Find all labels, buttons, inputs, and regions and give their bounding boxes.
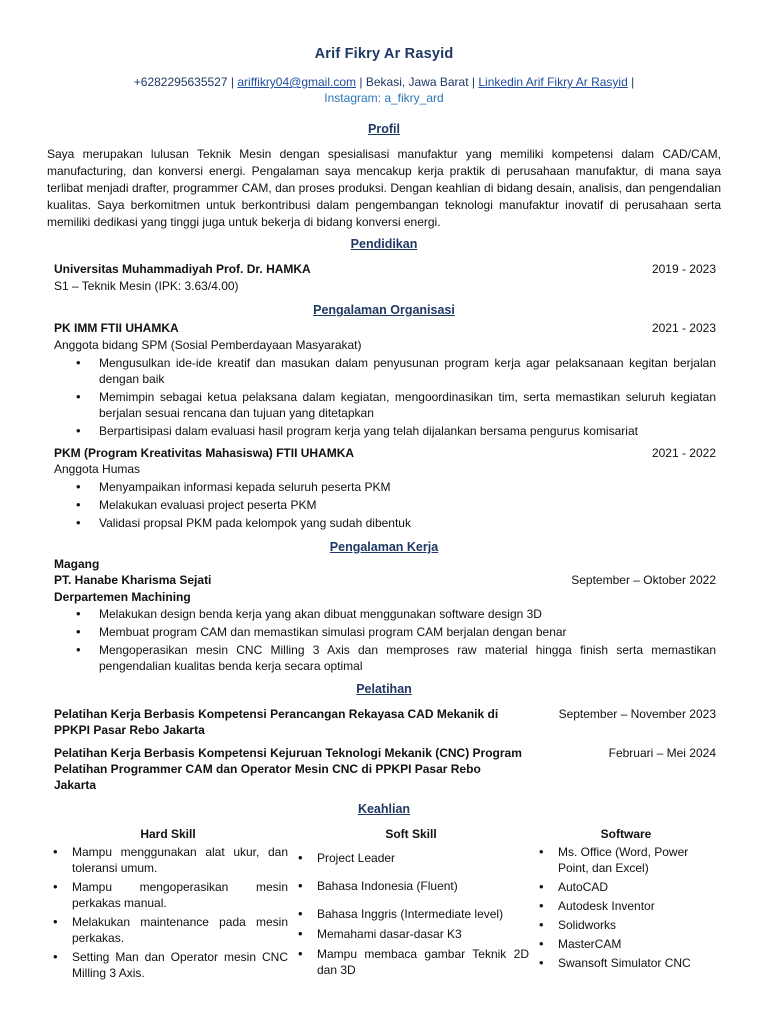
company-name: PT. Hanabe Kharisma Sejati (54, 573, 212, 587)
section-title-pelatihan: Pelatihan (356, 682, 412, 696)
list-item: • Bahasa Indonesia (Fluent) (293, 878, 529, 894)
hard-skill-column (48, 826, 288, 984)
org-date: 2021 - 2023 (651, 321, 716, 335)
org-name: PKM (Program Kreativitas Mahasiswa) FTII UHAMKA (54, 446, 355, 460)
org-entry (54, 320, 716, 336)
list-item: • Bahasa Inggris (Intermediate level) (293, 906, 529, 922)
soft-skill-column (293, 826, 529, 982)
software-title: Software (600, 827, 652, 841)
separator: | (471, 75, 476, 89)
separator: | (631, 75, 635, 89)
list-item: • MasterCAM (534, 936, 718, 952)
phone-number: +6282295635527 (133, 75, 228, 89)
org-role: Anggota Humas (54, 462, 141, 476)
separator: | (359, 75, 363, 89)
training-date: September – November 2023 (558, 707, 716, 721)
list-item: • Melakukan design benda kerja yang akan dibuat menggunakan software design 3D (54, 606, 716, 622)
org-bullets (54, 479, 716, 533)
contact-info (60, 74, 708, 106)
list-item: • Project Leader (293, 850, 529, 866)
list-item: • Validasi propsal PKM pada kelompok yang sudah dibentuk (54, 515, 716, 531)
list-item: • Membuat program CAM dan memastikan simulasi program CAM berjalan dengan benar (54, 624, 716, 640)
list-item: • Mengoperasikan mesin CNC Milling 3 Axis dan memproses raw material hingga finish serta memastikan pengendalian kualitas benda kerja secara optimal (54, 642, 716, 674)
list-item: • Mampu mengoperasikan mesin perkakas manual. (48, 879, 288, 911)
list-item: • Melakukan evaluasi project peserta PKM (54, 497, 716, 513)
list-item: • Setting Man dan Operator mesin CNC Milling 3 Axis. (48, 949, 288, 981)
list-item: • Solidworks (534, 917, 718, 933)
org-role: Anggota bidang SPM (Sosial Pemberdayaan Masyarakat) (54, 338, 362, 352)
list-item: • Mengusulkan ide-ide kreatif dan masukan dalam penyusunan program kerja agar pelaksanaan kegitan berjalan dengan baik (54, 355, 716, 387)
linkedin-link[interactable]: Linkedin Arif Fikry Ar Rasyid (478, 75, 628, 89)
list-item: • Memahami dasar-dasar K3 (293, 926, 529, 942)
training-name: Pelatihan Kerja Berbasis Kompetensi Perancangan Rekayasa CAD Mekanik di PPKPI Pasar Rebo Jakarta (54, 707, 499, 737)
org-name: PK IMM FTII UHAMKA (54, 321, 179, 335)
training-entry (54, 745, 716, 793)
soft-skill-title: Soft Skill (385, 827, 437, 841)
job-entry (54, 572, 716, 588)
separator: | (230, 75, 235, 89)
job-date: September – Oktober 2022 (571, 573, 716, 587)
list-item: • Swansoft Simulator CNC (534, 955, 718, 971)
list-item: • Menyampaikan informasi kepada seluruh peserta PKM (54, 479, 716, 495)
list-item: • Berpartisipasi dalam evaluasi hasil program kerja yang telah dijalankan bersama pengurus komisariat (54, 423, 716, 439)
instagram-handle: Instagram: a_fikry_ard (324, 91, 444, 105)
list-item: • Memimpin sebagai ketua pelaksana dalam kegiatan, mengoordinasikan tim, serta memastikan seluruh kegiatan berjalan sesuai rencana dan tujuan yang ditetapkan (54, 389, 716, 421)
training-entry (54, 706, 716, 738)
section-title-keahlian: Keahlian (357, 802, 411, 816)
section-title-kerja: Pengalaman Kerja (329, 540, 439, 554)
org-bullets (54, 355, 716, 441)
org-entry (54, 445, 716, 461)
list-item: • AutoCAD (534, 879, 718, 895)
training-date: Februari – Mei 2024 (608, 746, 716, 760)
job-type: Magang (54, 557, 100, 571)
candidate-name: Arif Fikry Ar Rasyid (314, 46, 454, 62)
section-title-pendidikan: Pendidikan (350, 237, 418, 251)
list-item: • Ms. Office (Word, Power Point, dan Excel) (534, 844, 718, 876)
list-item: • Autodesk Inventor (534, 898, 718, 914)
degree: S1 – Teknik Mesin (IPK: 3.63/4.00) (54, 279, 239, 293)
profile-summary: Saya merupakan lulusan Teknik Mesin dengan spesialisasi manufaktur yang memiliki kompetensi dalam CAD/CAM, manufacturing, dan konversi energi. Pengalaman saya mencakup kerja praktik di perusahaan manufaktur, di mana saya terlibat menjadi drafter, programmer CAM, dan proses produksi. Dengan keahlian di bidang desain, analisis, dan pengendalian kualitas. Saya berkomitmen untuk berkontribusi dalam pengembangan teknologi manufaktur inovatif di perusahaan serta memiliki dedikasi yang tinggi juga untuk bekerja di bidang konversi energi. (47, 147, 721, 229)
location: Bekasi, Jawa Barat (365, 75, 469, 89)
education-entry (54, 261, 716, 277)
list-item: • Mampu membaca gambar Teknik 2D dan 3D (293, 946, 529, 978)
school-name: Universitas Muhammadiyah Prof. Dr. HAMKA (54, 262, 311, 276)
org-date: 2021 - 2022 (651, 446, 716, 460)
job-bullets (54, 606, 716, 676)
training-name: Pelatihan Kerja Berbasis Kompetensi Kejuruan Teknologi Mekanik (CNC) Program Pelatihan Programmer CAM dan Operator Mesin CNC di PPKPI Pasar Rebo Jakarta (54, 746, 522, 792)
list-item: • Melakukan maintenance pada mesin perkakas. (48, 914, 288, 946)
section-title-profil: Profil (368, 122, 400, 136)
education-date: 2019 - 2023 (651, 262, 716, 276)
email-link[interactable]: ariffikry04@gmail.com (237, 75, 357, 89)
hard-skill-title: Hard Skill (140, 827, 196, 841)
section-title-organisasi: Pengalaman Organisasi (313, 303, 455, 317)
list-item: • Mampu menggunakan alat ukur, dan toleransi umum. (48, 844, 288, 876)
department: Derpartemen Machining (54, 590, 191, 604)
software-column (534, 826, 718, 974)
